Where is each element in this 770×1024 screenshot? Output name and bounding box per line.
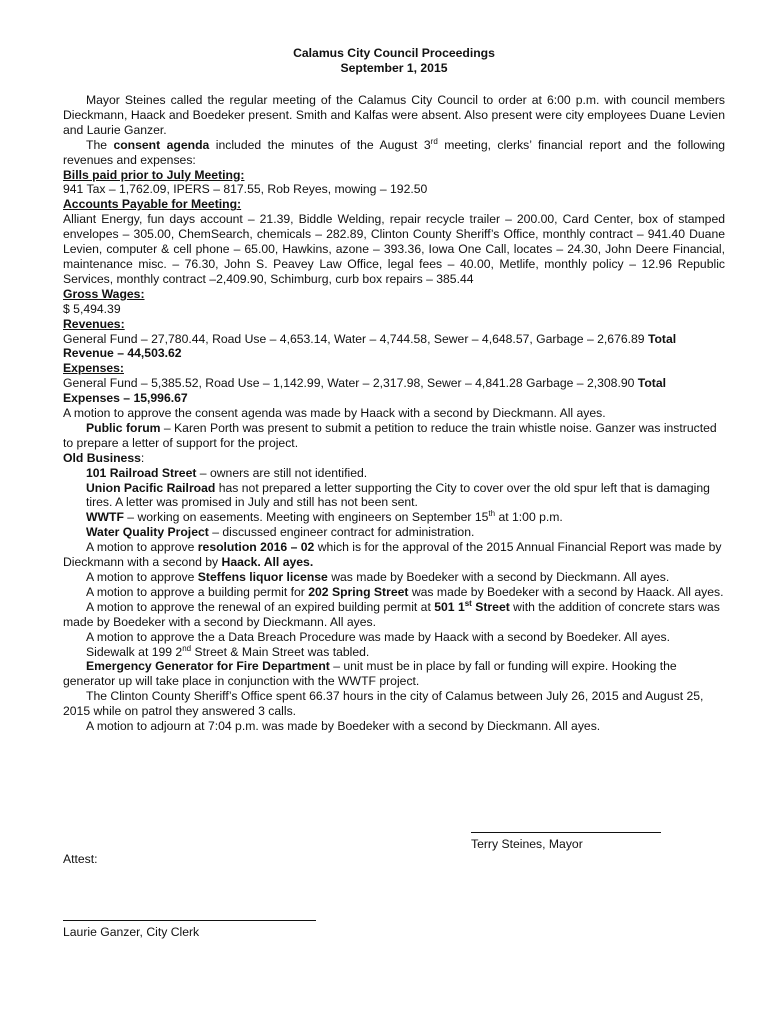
permit-renewal-motion: A motion to approve the renewal of an expired building permit at 501 1st Street with the addition of concrete stars was made by Boedeker with a second by Dieckmann. All ayes. bbox=[63, 598, 720, 629]
emergency-generator-paragraph: Emergency Generator for Fire Department – unit must be in place by fall or funding will expire. Hooking the generator up will take place in conjunction with the WWTF project. bbox=[63, 659, 677, 689]
revenues-total: Total Revenue – 44,503.62 bbox=[63, 331, 677, 361]
accounts-payable-text: Alliant Energy, fun days account – 21.39, Biddle Welding, repair recycle trailer – 200.00, Card Center, box of stamped envelopes – 305.00, ChemSearch, chemicals – 282.89, Clinton County Sheriff’s Office, monthly contract – 941.40 Duane Levien, computer & cell phone – 65.00, Hawkins, azone – 393.36, Iowa One Call, locates – 24.30, John Deere Financial, maintenance misc. – 76.30, John S. Peavey Law Office, legal fees – 40.00, Metlife, monthly policy – 12.96 Republic Services, monthly contract –2,409.90, Schimburg, curb box repairs – 385.44 bbox=[63, 212, 725, 286]
revenues-heading: Revenues: bbox=[63, 316, 125, 331]
clerk-signature-line bbox=[63, 920, 316, 921]
clerk-name: Laurie Ganzer, City Clerk bbox=[63, 925, 200, 939]
bills-text: 941 Tax – 1,762.09, IPERS – 817.55, Rob Reyes, mowing – 192.50 bbox=[63, 182, 428, 197]
old-business-item-railroad-street: 101 Railroad Street – owners are still not identified. bbox=[86, 465, 368, 480]
expenses-total: Total Expenses – 15,996.67 bbox=[63, 376, 667, 406]
mayor-name: Terry Steines, Mayor bbox=[471, 837, 583, 851]
data-breach-motion: A motion to approve the a Data Breach Procedure was made by Haack with a second by Boedeker. All ayes. bbox=[86, 629, 670, 644]
revenues-text: General Fund – 27,780.44, Road Use – 4,653.14, Water – 4,744.58, Sewer – 4,648.57, Garbage – 2,676.89 Total Revenue – 44,503.62 bbox=[63, 331, 677, 361]
bills-heading: Bills paid prior to July Meeting: bbox=[63, 167, 245, 182]
mayor-signature-block bbox=[471, 832, 661, 852]
call-to-order-paragraph: Mayor Steines called the regular meeting of the Calamus City Council to order at 6:00 p.m. with council members Dieckmann, Haack and Boedeker present. Smith and Kalfas were absent. Also present were city employees Duane Levien and Laurie Ganzer. bbox=[63, 93, 725, 137]
mayor-signature-line bbox=[471, 832, 661, 833]
old-business-heading: Old Business: bbox=[63, 450, 145, 465]
spring-street-motion: A motion to approve a building permit for 202 Spring Street was made by Boedeker with a second by Haack. All ayes. bbox=[86, 584, 724, 599]
document-header bbox=[63, 46, 725, 76]
old-business-item-water-quality: Water Quality Project – discussed engineer contract for administration. bbox=[86, 525, 475, 540]
accounts-payable-heading: Accounts Payable for Meeting: bbox=[63, 197, 242, 212]
liquor-license-motion: A motion to approve Steffens liquor license was made by Boedeker with a second by Dieckmann. All ayes. bbox=[86, 570, 670, 584]
consent-agenda-paragraph: The consent agenda included the minutes of the August 3rd meeting, clerks’ financial report and the following revenues and expenses: bbox=[63, 136, 726, 167]
sidewalk-note: Sidewalk at 199 2nd Street & Main Street was tabled. bbox=[86, 643, 370, 659]
public-forum-label: Public forum bbox=[86, 420, 161, 435]
adjourn-motion: A motion to adjourn at 7:04 p.m. was made by Boedeker with a second by Dieckmann. All ayes. bbox=[86, 719, 601, 734]
attest-label: Attest: bbox=[63, 852, 98, 866]
document-title: Calamus City Council Proceedings bbox=[293, 46, 495, 60]
expenses-text: General Fund – 5,385.52, Road Use – 1,142.99, Water – 2,317.98, Sewer – 4,841.28 Garbage – 2,308.90 Total Expenses – 15,996.67 bbox=[63, 376, 667, 406]
public-forum-paragraph: Public forum – Karen Porth was present to submit a petition to reduce the train whistle noise. Ganzer was instructed to prepare a letter of support for the project. bbox=[63, 420, 717, 450]
sheriff-report: The Clinton County Sheriff’s Office spent 66.37 hours in the city of Calamus between July 26, 2015 and August 25, 2015 while on patrol they answered 3 calls. bbox=[63, 689, 704, 719]
old-business-item-wwtf: WWTF – working on easements. Meeting with engineers on September 15th at 1:00 p.m. bbox=[86, 509, 563, 525]
document-body bbox=[63, 46, 725, 734]
consent-agenda-label: consent agenda bbox=[113, 137, 210, 152]
gross-wages-heading: Gross Wages: bbox=[63, 286, 145, 301]
gross-wages-value: $ 5,494.39 bbox=[63, 301, 121, 316]
old-business-item-union-pacific: Union Pacific Railroad has not prepared a letter supporting the City to cover over the old spur left that is damaging tires. A letter was promised in July and still has not been sent. bbox=[86, 480, 710, 510]
consent-motion: A motion to approve the consent agenda was made by Haack with a second by Dieckmann. All ayes. bbox=[63, 406, 606, 421]
resolution-motion: A motion to approve resolution 2016 – 02 which is for the approval of the 2015 Annual Financial Report was made by Dieckmann with a second by Haack. All ayes. bbox=[63, 540, 722, 570]
expenses-heading: Expenses: bbox=[63, 361, 124, 376]
clerk-signature-block bbox=[63, 920, 316, 940]
document-date: September 1, 2015 bbox=[340, 61, 448, 75]
